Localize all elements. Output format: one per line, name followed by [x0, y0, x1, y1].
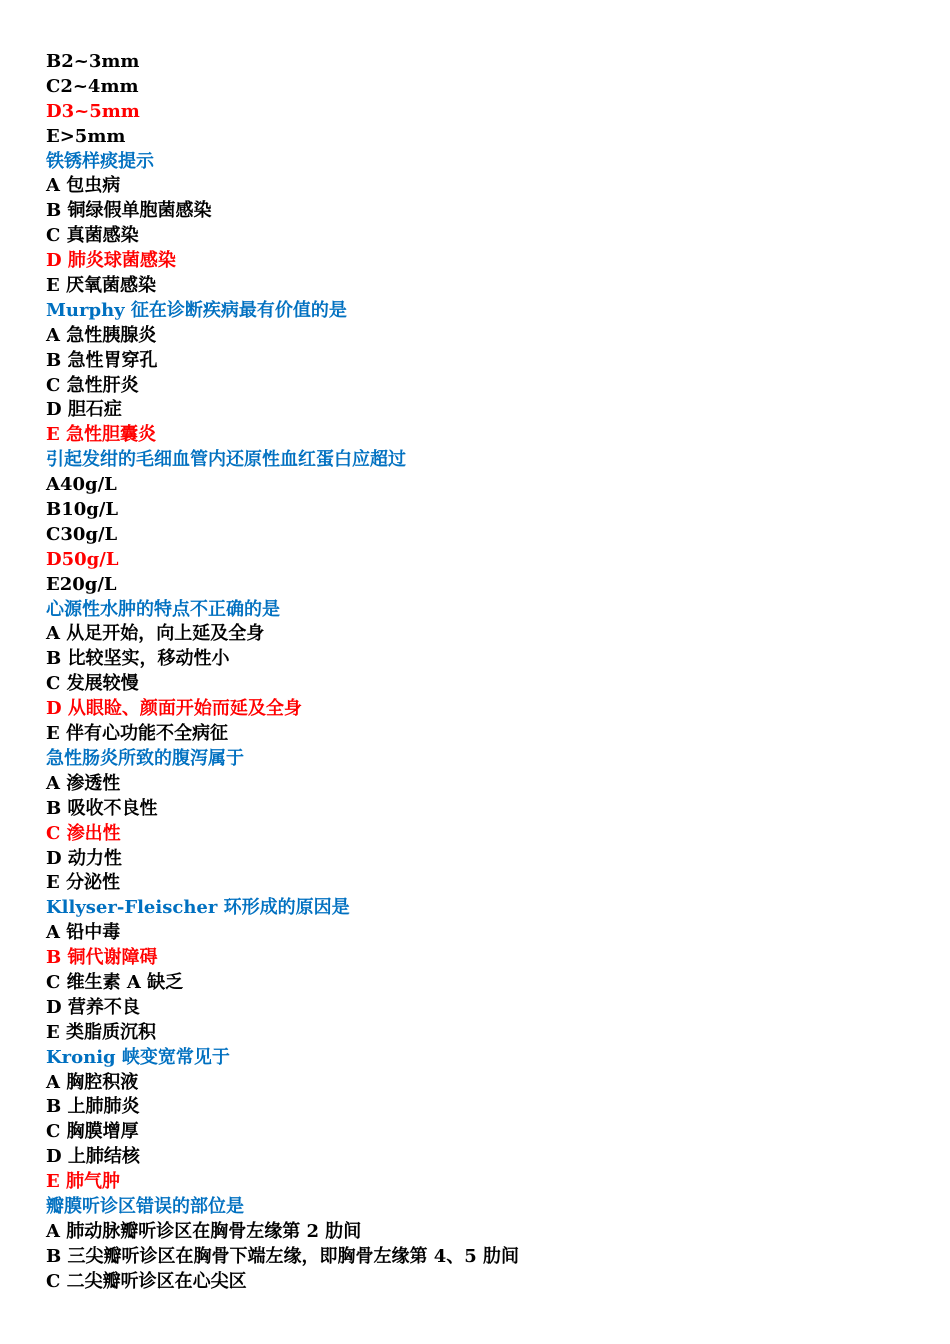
option-line: B 三尖瓣听诊区在胸骨下端左缘，即胸骨左缘第 4、5 肋间 [46, 1245, 520, 1267]
option-line: D 动力性 [46, 847, 122, 869]
option-line: B 上肺肺炎 [46, 1096, 140, 1118]
answer-line: E 肺气肿 [46, 1171, 120, 1193]
answer-line: D3~5mm [46, 100, 140, 122]
option-line: E 厌氧菌感染 [46, 275, 156, 297]
option-line: D 营养不良 [46, 996, 140, 1018]
question-line: 引起发绀的毛细血管内还原性血红蛋白应超过 [46, 449, 406, 471]
question-line: Kllyser-Fleischer 环形成的原因是 [46, 897, 350, 919]
answer-line: E 急性胆囊炎 [46, 424, 156, 446]
option-line: A 包虫病 [46, 175, 121, 197]
option-line: A40g/L [46, 474, 117, 496]
option-line: B2~3mm [46, 51, 140, 72]
option-line: C 真菌感染 [46, 225, 139, 247]
option-line: D 胆石症 [46, 399, 122, 421]
option-line: A 铅中毒 [46, 922, 121, 944]
option-line: C 维生素 A 缺乏 [46, 971, 184, 993]
option-line: C 胸膜增厚 [46, 1121, 139, 1143]
question-line: 心源性水肿的特点不正确的是 [46, 598, 280, 620]
answer-line: D 从眼睑、颜面开始而延及全身 [46, 698, 302, 720]
option-line: B 急性胃穿孔 [46, 349, 158, 371]
option-line: B10g/L [46, 499, 119, 521]
option-line: C 二尖瓣听诊区在心尖区 [46, 1270, 247, 1292]
option-line: E20g/L [46, 573, 117, 595]
option-line: C2~4mm [46, 75, 139, 97]
question-line: 瓣膜听诊区错误的部位是 [46, 1195, 244, 1217]
option-line: A 从足开始，向上延及全身 [46, 623, 265, 645]
option-line: C 急性肝炎 [46, 374, 139, 396]
option-line: D 上肺结核 [46, 1146, 140, 1168]
option-line: E 类脂质沉积 [46, 1021, 156, 1043]
option-line: A 渗透性 [46, 772, 121, 794]
answer-line: C 渗出性 [46, 822, 121, 844]
question-line: 急性肠炎所致的腹泻属于 [46, 747, 244, 769]
option-line: E>5mm [46, 125, 126, 147]
question-line: Murphy 征在诊断疾病最有价值的是 [46, 299, 347, 321]
option-line: B 铜绿假单胞菌感染 [46, 200, 212, 222]
document-page [46, 50, 930, 1295]
option-line: A 胸腔积液 [46, 1071, 139, 1093]
question-line: 铁锈样痰提示 [46, 150, 154, 172]
option-line: E 伴有心功能不全病征 [46, 723, 228, 745]
option-line: B 比较坚实，移动性小 [46, 648, 230, 670]
question-line: Kronig 峡变宽常见于 [46, 1046, 230, 1068]
option-line: C30g/L [46, 523, 118, 545]
option-line: B 吸收不良性 [46, 797, 158, 819]
answer-line: B 铜代谢障碍 [46, 947, 158, 969]
option-line: C 发展较慢 [46, 673, 139, 695]
option-line: A 肺动脉瓣听诊区在胸骨左缘第 2 肋间 [46, 1220, 362, 1242]
option-line: E 分泌性 [46, 872, 120, 894]
answer-line: D50g/L [46, 548, 119, 570]
option-line: A 急性胰腺炎 [46, 324, 157, 346]
answer-line: D 肺炎球菌感染 [46, 250, 176, 272]
